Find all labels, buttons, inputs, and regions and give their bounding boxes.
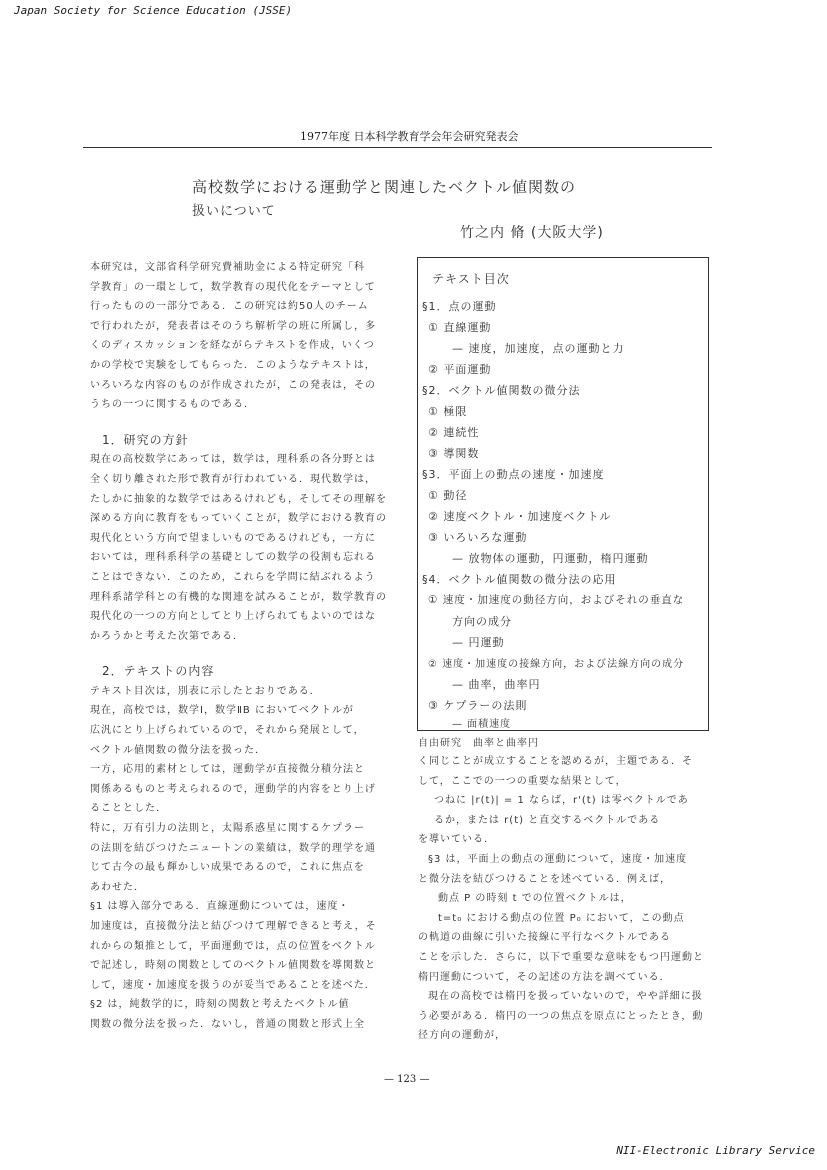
toc-item: ② 連続性 [428, 426, 480, 439]
header-rule [83, 147, 712, 148]
body-line: う必要がある．楕円の一つの焦点を原点にとったとき，動 [418, 1010, 704, 1022]
body-line: 現代化という方向で望ましいものであるけれども，一方に [90, 532, 376, 544]
body-line: 動点 P の時刻 t での位置ベクトルは， [438, 893, 632, 905]
body-line: 加速度は，直接微分法と結びつけて理解できると考え，そ [90, 921, 377, 932]
body-line: 現在，高校では，数学Ⅰ，数学ⅡB においてベクトルが [90, 705, 354, 717]
body-line: たしかに抽象的な数学ではあるけれども，そしてその理解を [90, 493, 387, 505]
body-line: 関数の微分法を扱った．ないし，普通の関数と形式上全 [90, 1018, 365, 1030]
body-line: くのディスカッションを経ながらテキストを作成，いくつ [90, 340, 375, 352]
body-line: うちの一つに関するものである． [90, 399, 255, 411]
body-line: §1 は導入部分である．直線運動については，速度・ [90, 901, 350, 913]
toc-section: §1．点の運動 [422, 300, 497, 313]
toc-subitem: — 曲率，曲率円 [452, 678, 541, 691]
body-line: 全く切り離された形で教育が行われている．現代数学は， [90, 473, 376, 485]
body-line: §3 は，平面上の動点の運動について，速度・加速度 [428, 853, 688, 865]
body-line: いろいろな内容のものが作成されたが，この発表は，その [90, 379, 376, 391]
conference-header: 1977年度 日本科学教育学会年会研究発表会 [300, 130, 519, 143]
body-line: と微分法を結びつけることを述べている．例えば， [418, 873, 671, 885]
body-line: つねに |r(t)| = 1 ならば，r'(t) は零ベクトルであ [434, 795, 689, 807]
toc-section: §4．ベクトル値関数の微分法の応用 [422, 573, 617, 586]
body-line: 現在の高校では楕円を扱っていないので，やや詳細に扱 [428, 991, 703, 1003]
toc-subitem: — 放物体の運動，円運動，楕円運動 [452, 552, 649, 565]
body-line: で記述し，時刻の関数としてのベクトル値関数を導関数と [90, 960, 376, 972]
toc-item: ② 速度ベクトル・加速度ベクトル [428, 510, 612, 523]
toc-item: ③ いろいろな運動 [428, 531, 528, 544]
body-line: して，速度・加速度を扱うのが妥当であることを述べた． [90, 979, 376, 991]
body-line: 径方向の運動が， [418, 1030, 506, 1042]
paper-title: 高校数学における運動学と関連したベクトル値関数の [192, 178, 577, 196]
body-line: して，ここでの一つの重要な結果として， [418, 775, 627, 787]
body-line: ことを示した．さらに，以下で重要な意味をもつ円運動と [418, 951, 704, 963]
body-line: じて古今の最も輝かしい成果であるので，これに焦点を [90, 862, 365, 874]
body-line: 一方，応用的素材としては，運動学が直接微分積分法と [90, 764, 365, 776]
body-line: かろうかと考えた次第である． [90, 630, 244, 642]
body-line: 理科系諸学科との有機的な関連を試みることが，数学教育の [90, 591, 387, 603]
toc-section: §2．ベクトル値関数の微分法 [422, 384, 581, 397]
body-line: れからの類推として，平面運動では，点の位置をベクトル [90, 940, 376, 952]
body-line: ベクトル値関数の微分法を扱った． [90, 744, 266, 756]
body-line: く同じことが成立することを認めるが，主題である．そ [418, 756, 693, 767]
left-column-body [90, 258, 390, 1035]
author-line: 竹之内 脩 (大阪大学) [460, 225, 604, 241]
toc-item: ③ 導関数 [428, 447, 480, 460]
toc-item: ② 速度・加速度の接線方向，および法線方向の成分 [428, 659, 685, 670]
body-line: 本研究は，文部省科学研究費補助金による特定研究「科 [90, 262, 365, 273]
toc-section: §3．平面上の動点の速度・加速度 [422, 468, 605, 481]
body-line: の法則を結びつけたニュートンの業績は，数学的理学を通 [90, 842, 376, 854]
page-number: — 123 — [384, 1074, 430, 1085]
body-line: 楕円運動について，その記述の方法を調べている． [418, 971, 671, 983]
table-of-contents-box [417, 257, 709, 731]
body-line: を導いている． [418, 834, 495, 846]
body-line: おいては，理科系科学の基礎としての数学の役割も忘れる [90, 552, 376, 564]
toc-free-study: 自由研究 曲率と曲率円 [418, 738, 539, 749]
body-line: 現在の高校数学にあっては，数学は，理科系の各分野とは [90, 454, 376, 466]
body-line: 関係あるものと考えられるので，運動学的内容をとり上げ [90, 783, 376, 795]
library-banner: NII-Electronic Library Service [616, 1144, 815, 1157]
publisher-banner: Japan Society for Science Education (JSSE) [14, 4, 293, 17]
toc-item: ① 動径 [428, 489, 468, 502]
toc-item: ② 平面運動 [428, 363, 492, 376]
body-line: るか，または r(t) と直交するベクトルである [434, 814, 661, 826]
body-line: 学教育」の一環として，数学教育の現代化をテーマとして [90, 281, 376, 293]
body-line: ことはできない．このため，これらを学問に結ぶれるよう [90, 571, 376, 583]
body-line: で行われたが，発表者はそのうち解析学の班に所属し，多 [90, 320, 376, 332]
toc-subitem: — 円運動 [452, 636, 505, 649]
body-line: 行ったものの一部分である．この研究は約50人のチーム [90, 301, 369, 313]
toc-item: ① 直線運動 [428, 321, 492, 334]
body-line: 特に，万有引力の法則と，太陽系惑星に関するケプラー [90, 823, 365, 835]
toc-title: テキスト目次 [432, 272, 510, 286]
body-line: テキスト目次は，別表に示したとおりである． [90, 685, 321, 697]
toc-subitem: — 面積速度 [452, 719, 512, 730]
section-heading: 1．研究の方針 [102, 432, 189, 447]
toc-item: ① 極限 [428, 405, 468, 418]
body-line: t=t₀ における動点の位置 P₀ において，この動点 [438, 912, 685, 924]
body-line: 広汎にとり上げられているので，それから発展として， [90, 725, 365, 737]
toc-item: ① 速度・加速度の動径方向，およびそれの垂直な [428, 594, 685, 606]
body-line: §2 は，純数学的に，時刻の関数と考えたベクトル値 [90, 999, 350, 1011]
body-line: ることとした． [90, 803, 167, 815]
toc-item: ③ ケプラーの法則 [428, 699, 528, 712]
body-line: 深める方向に教育をもっていくことが，数学における教育の [90, 513, 387, 525]
toc-item-continued: 方向の成分 [452, 615, 512, 628]
body-line: の軌道の曲線に引いた接線に平行なベクトルである [418, 932, 671, 944]
section-heading: 2．テキストの内容 [102, 664, 215, 679]
body-line: 現代化の一つの方向としてとり上げられてもよいのではな [90, 611, 376, 623]
right-column-body [418, 752, 718, 1046]
body-line: かの学校で実験をしてもらった．このようなテキストは， [90, 359, 376, 371]
toc-subitem: — 速度，加速度，点の運動と力 [452, 342, 625, 355]
body-line: あわせた． [90, 881, 145, 893]
paper-title-continued: 扱いについて [192, 204, 276, 219]
